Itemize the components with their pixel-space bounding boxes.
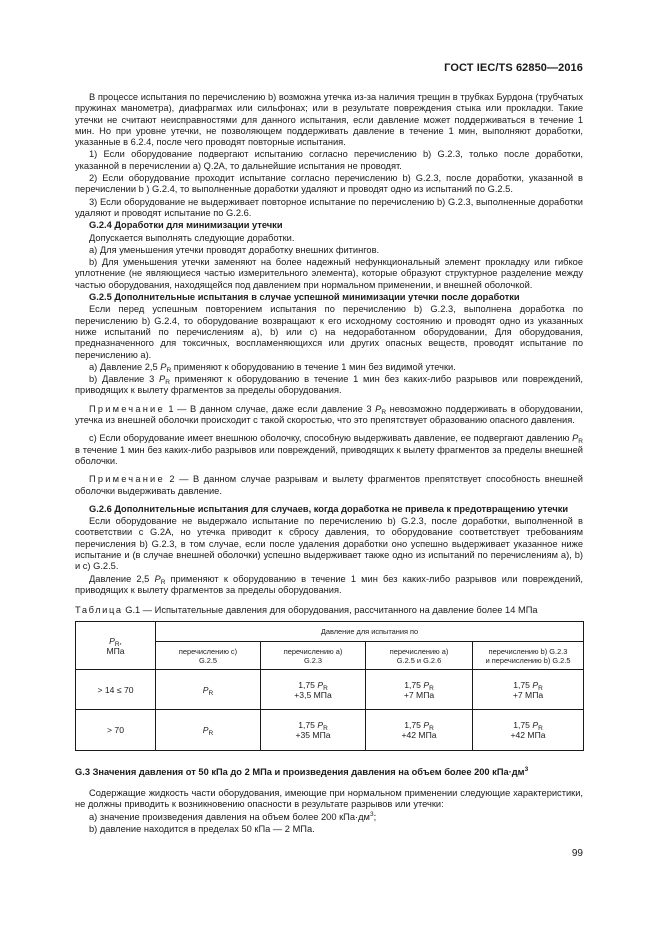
section-g25-heading: G.2.5 Дополнительные испытания в случае успешной минимизации утечки после доработки xyxy=(89,292,520,303)
section-g26-heading: G.2.6 Дополнительные испытания для случаев, когда доработка не привела к предотвращению утечки xyxy=(89,503,569,514)
section-g24-heading: G.2.4 Доработки для минимизации утечки xyxy=(89,220,283,231)
g3-item-a: а) значение произведения давления на объем более 200 $кПа\cdot дм^3$; xyxy=(89,810,377,822)
table-group-header: Давление для испытания по xyxy=(156,622,584,642)
g3-item-b: b) давление находится в пределах 50 кПа — 2 МПа. xyxy=(89,823,315,834)
document-body xyxy=(75,92,583,836)
g25-note-1: Примечание 1 — В данном случае, даже если давление 3 $P_R$ невозможно поддерживать в оборудовании, утечка из внешней оболочки происходит с такой скоростью, что это препятствует образованию опасного давления. xyxy=(75,403,583,426)
table-caption: Таблица G.1 — Испытательные давления для оборудования, рассчитанного на давление более 14 МПа xyxy=(75,605,538,616)
g26-paragraph: Если оборудование не выдержало испытание по перечислению b) G.2.3, после доработки, выполненной в соответствии с G.2А, но утечка приводит к сбросу давления, то оборудование соответствует требованиям перечисления b) G.2.3, в том случае, если после удаления доработки оно успешно выдерживает указанное ниже испытание и (в случае внешней оболочки) успешно выдерживает также одно из испытаний по перечислениям а), b) и с) G.2.5. xyxy=(75,516,583,572)
g24-paragraph: Допускается выполнять следующие доработки. xyxy=(89,232,295,243)
g25-item-c: с) Если оборудование имеет внешнюю оболочку, способную выдерживать давление, ее подвергают давлению $P_R$ в течение 1 мин без каких-либо разрывов или повреждений, приводящих к вылету фрагментов за пределы внешней оболочки. xyxy=(75,433,583,466)
table-cell-range: > 14 ≤ 70 xyxy=(76,670,156,710)
table-cell: $P_R$ xyxy=(156,670,261,710)
table-cell: 1,75 $P_R$ +42 МПа xyxy=(473,710,584,751)
page-number: 99 xyxy=(571,848,583,859)
g25-note-2: Примечание 2 — В данном случае разрывам и вылету фрагментов препятствует способность внешней оболочки выдерживать давление. xyxy=(75,474,583,496)
table-row xyxy=(76,710,584,751)
table-cell: 1,75 $P_R$ +3,5 МПа xyxy=(261,670,366,710)
table-subheader: перечислению а) G.2.3 xyxy=(261,642,366,670)
test-pressure-table xyxy=(75,621,584,751)
table-subheader: перечислению с) G.2.5 xyxy=(156,642,261,670)
g24-item-b: b) Для уменьшения утечки заменяют на более надежный нефункциональный элемент прокладку или гибкое уплотнение (не являющиеся частью измерительного элемента), которые образуют структурное разделение между частью оборудования, находящейся под давлением при нормальном применении, и внешней оболочкой. xyxy=(75,257,583,290)
g25-item-a: а) Давление 2,5 $P_R$ применяют к оборудованию в течение 1 мин без видимой утечки. xyxy=(89,361,456,374)
intro-paragraph: В процессе испытания по перечислению b) возможна утечка из-за наличия трещин в трубках Бурдона (трубчатых пружинах манометра), диафрагмах или сильфонах; или в результате повреждения стыка или прокладки. Такие утечки не считают неисправностями для данного испытания, если давление может поддерживаться в течение 1 мин. Но при уровне утечки, не позволяющем поддерживать давление в течение 1 мин, выполняют доработки, указанные в 6.2.4, после чего проводят повторные испытания. xyxy=(75,92,583,148)
intro-item-2: 2) Если оборудование проходит испытание согласно перечислению b) G.2.3, после доработки, указанной в перечислении b ) G.2.4, то выполненные доработки удаляют и проводят одно из испытаний по G.2.5. xyxy=(75,173,583,195)
table-cell: 1,75 $P_R$ +7 МПа xyxy=(473,670,584,710)
section-g3-heading: G.3 Значения давления от 50 кПа до 2 МПа и произведения давления на объем более 200 $кПа\cdot дм^3$ xyxy=(75,766,529,778)
intro-item-3: 3) Если оборудование не выдерживает повторное испытание по перечислению b) G.2.3, выполненные доработки удаляют и проводят испытание по G.2.6. xyxy=(75,196,583,218)
document-id-header: ГОСТ IEC/TS 62850—2016 xyxy=(444,62,583,74)
table-subheader: перечислению а) G.2.5 и G.2.6 xyxy=(366,642,473,670)
g25-item-b: b) Давление 3 $P_R$ применяют к оборудованию в течение 1 мин без каких-либо разрывов или повреждений, приводящих к вылету фрагментов за пределы оборудования. xyxy=(75,374,583,396)
table-cell-range: > 70 xyxy=(76,710,156,751)
g25-paragraph: Если перед успешным повторением испытания по перечислению b) G.2.3, выполнена доработка по перечислению b) G.2.4, то оборудование возвращают к его исходному состоянию и проводят одно из указанных ниже испытаний по перечислениям а), b) или c) на недоработанном оборудовании, Для оборудования, предназначенного для токсичных, воспламеняющихся или других опасных веществ, проводят испытание по перечислению а). xyxy=(75,304,583,360)
g26-paragraph-2: Давление 2,5 $P_R$ применяют к оборудованию в течение 1 мин без каких-либо разрывов или повреждений, приводящих к вылету фрагментов за пределы оборудования. xyxy=(75,573,583,595)
table-cell: 1,75 $P_R$ +42 МПа xyxy=(366,710,473,751)
g3-paragraph: Содержащие жидкость части оборудования, имеющие при нормальном применении следующие характеристики, не должны приводить к возникновению опасности в результате разрывов или утечки: xyxy=(75,788,583,810)
table-cell: 1,75 $P_R$ +35 МПа xyxy=(261,710,366,751)
g24-item-a: а) Для уменьшения утечки проводят доработку внешних фитингов. xyxy=(89,244,380,255)
table-cell: 1,75 $P_R$ +7 МПа xyxy=(366,670,473,710)
table-header-pr: $P_R$, МПа xyxy=(76,622,156,670)
table-subheader: перечислению b) G.2.3 и перечислению b) G.2.5 xyxy=(473,642,584,670)
table-row xyxy=(76,670,584,710)
intro-item-1: 1) Если оборудование подвергают испытанию согласно перечислению b) G.2.3, только после доработки, указанной в перечислении а) Q.2А, то дальнейшие испытания не проводят. xyxy=(75,149,583,171)
table-cell: $P_R$ xyxy=(156,710,261,751)
